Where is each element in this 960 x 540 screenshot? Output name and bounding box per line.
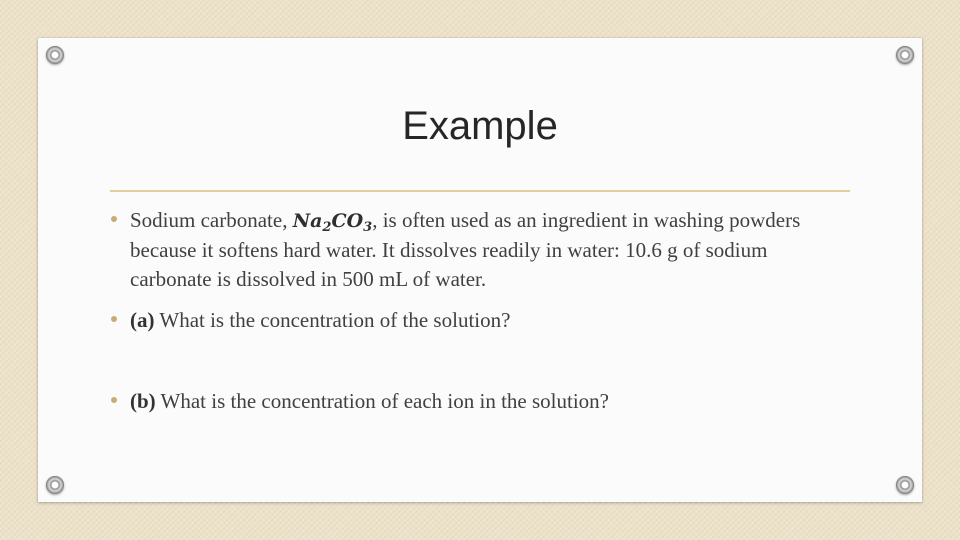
bullet-item-part-a [110, 306, 850, 335]
bullet-item-part-b [110, 387, 850, 416]
pushpin-icon-top-right [896, 46, 914, 64]
bullet-item-problem [110, 206, 850, 294]
slide-title: Example [402, 104, 558, 148]
bullet-list [110, 206, 850, 416]
chemical-formula [292, 210, 373, 235]
formula-co-subscript: 3 [363, 220, 373, 235]
bullet-text-before: Sodium carbonate, [130, 208, 293, 232]
part-b-text: What is the concentration of each ion in the solution? [155, 389, 609, 413]
pushpin-icon-bottom-left [46, 476, 64, 494]
part-a-label: (a) [130, 308, 155, 332]
formula-na: Na [292, 210, 323, 232]
slide-card [38, 38, 922, 502]
formula-na-subscript: 2 [322, 220, 332, 235]
pushpin-icon-top-left [46, 46, 64, 64]
formula-co: CO [331, 210, 364, 232]
part-b-label: (b) [130, 389, 156, 413]
bullet-text-after: , is often used as an ingredient in washing powders because it softens hard water. It dissolves readily in water: 10.6 g of sodium carbonate is dissolved in 500 mL of water. [130, 208, 801, 291]
title-divider [110, 190, 850, 192]
pushpin-icon-bottom-right [896, 476, 914, 494]
part-a-text: What is the concentration of the solution? [154, 308, 511, 332]
